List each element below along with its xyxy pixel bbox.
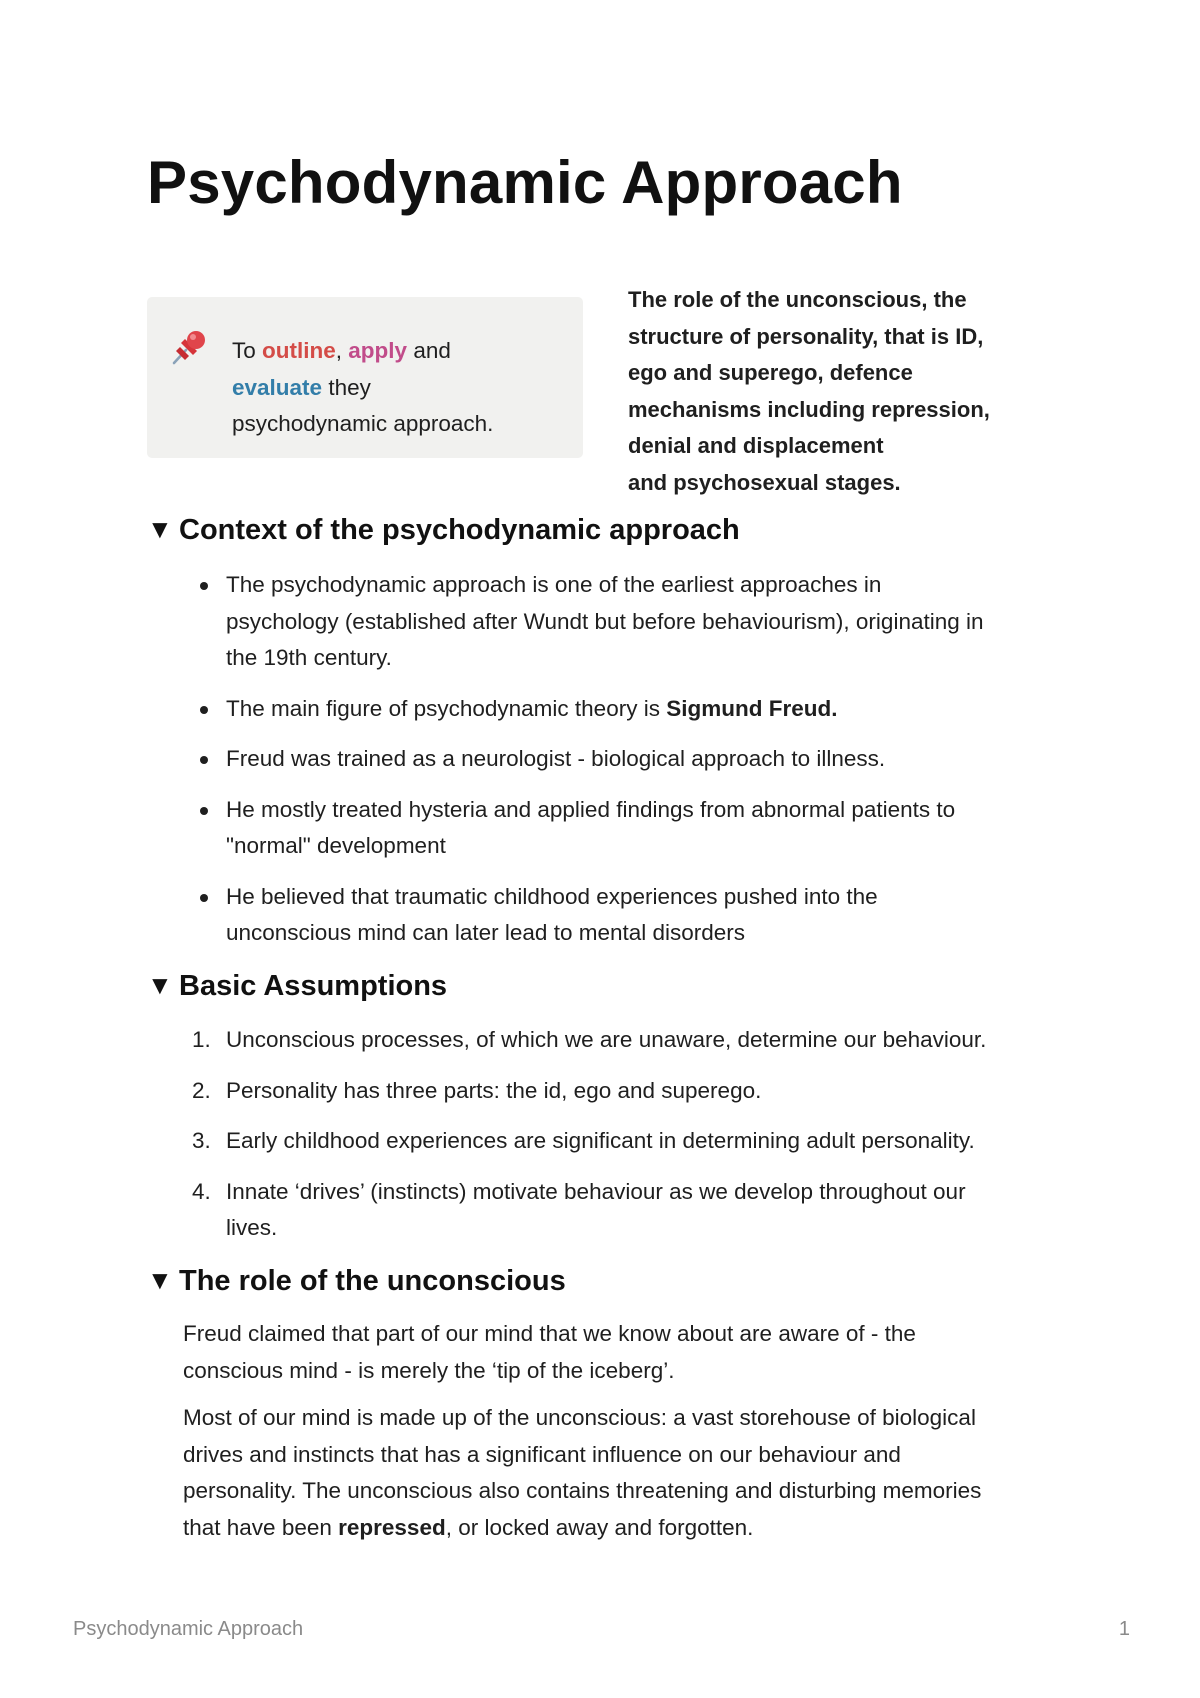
objective-sep: , [335, 338, 349, 363]
list-item [147, 1073, 1052, 1110]
pushpin-icon [169, 327, 209, 367]
paragraph-line: Most of our mind is made up of the unconscious: a vast storehouse of biological [183, 1405, 976, 1430]
objective-text [232, 333, 562, 443]
toggle-triangle-icon[interactable]: ▼ [147, 970, 173, 1000]
page-title: Psychodynamic Approach [147, 149, 903, 216]
objective-line3: psychodynamic approach. [232, 411, 494, 436]
objective-apply: apply [348, 338, 408, 363]
list-item-line: unconscious mind can later lead to mental disorders [226, 920, 746, 945]
assumptions-list [147, 1022, 1052, 1261]
list-item-line: psychology (established after Wundt but before behaviourism), originating in [226, 608, 984, 634]
spec-line: denial and displacement [628, 433, 884, 458]
list-item-line: "normal" development [226, 833, 446, 858]
objective-prefix: To [232, 338, 263, 363]
paragraph-line: that have been [183, 1514, 339, 1540]
context-list [147, 567, 1052, 966]
list-item-line: Innate ‘drives’ (instincts) motivate behaviour as we develop throughout our [226, 1178, 966, 1204]
spec-line: mechanisms including repression, [628, 396, 990, 422]
spec-line: structure of personality, that is ID, [628, 323, 984, 349]
list-item-line: He believed that traumatic childhood experiences pushed into the [226, 883, 878, 909]
list-item [147, 1022, 1052, 1059]
list-number: 3. [192, 1128, 211, 1153]
paragraph-line: conscious mind - is merely the ‘tip of the iceberg’. [183, 1357, 675, 1383]
paragraph-line-end: , or locked away and forgotten. [445, 1514, 754, 1540]
list-number: 4. [192, 1178, 211, 1204]
list-item-line: He mostly treated hysteria and applied findings from abnormal patients to [226, 796, 956, 822]
list-number: 1. [192, 1027, 211, 1052]
list-item-line: Early childhood experiences are significant in determining adult personality. [226, 1128, 975, 1153]
paragraph-line: drives and instincts that has a significant influence on our behaviour and [183, 1441, 901, 1467]
toggle-triangle-icon[interactable]: ▼ [147, 1265, 173, 1295]
list-item-line: the 19th century. [226, 645, 392, 670]
spec-line: The role of the unconscious, the [628, 287, 967, 312]
toggle-triangle-icon[interactable]: ▼ [147, 514, 173, 544]
unconscious-paragraph-1 [183, 1316, 1063, 1389]
section-heading-text: Context of the psychodynamic approach [179, 514, 740, 546]
list-item [147, 567, 1052, 677]
page-number: 1 [1118, 1618, 1130, 1640]
section-heading-text: The role of the unconscious [179, 1265, 566, 1297]
objective-evaluate: evaluate [232, 374, 323, 400]
list-item [147, 741, 1052, 778]
list-item-line: Personality has three parts: the id, ego and superego. [226, 1077, 762, 1103]
toggle-heading-context[interactable] [147, 514, 740, 547]
spec-line: and psychosexual stages. [628, 469, 901, 495]
toggle-heading-unconscious[interactable] [147, 1265, 566, 1298]
list-item [147, 1123, 1052, 1160]
objective-and: and [407, 338, 451, 363]
intro-row [147, 282, 1052, 497]
section-heading-text: Basic Assumptions [179, 970, 448, 1002]
list-item [147, 1174, 1052, 1247]
repressed-term: repressed [338, 1514, 446, 1540]
unconscious-paragraph-2 [183, 1400, 1063, 1546]
spec-summary [628, 282, 1058, 501]
spec-line: ego and superego, defence [628, 360, 913, 385]
list-item [147, 792, 1052, 865]
objective-outline: outline [262, 338, 336, 363]
paragraph-line: Freud claimed that part of our mind that we know about are aware of - the [183, 1321, 916, 1346]
objective-they: they [322, 374, 371, 400]
footer-title: Psychodynamic Approach [73, 1618, 304, 1640]
list-item-line: Freud was trained as a neurologist - biological approach to illness. [226, 746, 886, 771]
list-item-line: Unconscious processes, of which we are unaware, determine our behaviour. [226, 1027, 987, 1052]
objective-callout [147, 297, 583, 458]
list-number: 2. [192, 1077, 211, 1103]
freud-name: Sigmund Freud. [666, 695, 838, 721]
paragraph-line: personality. The unconscious also contains threatening and disturbing memories [183, 1478, 982, 1503]
list-item [147, 691, 1052, 728]
list-item [147, 879, 1052, 952]
list-item-line: lives. [226, 1215, 278, 1240]
toggle-heading-assumptions[interactable] [147, 970, 447, 1003]
list-item-line: The main figure of psychodynamic theory is [226, 695, 667, 721]
list-item-line: The psychodynamic approach is one of the earliest approaches in [226, 572, 882, 597]
